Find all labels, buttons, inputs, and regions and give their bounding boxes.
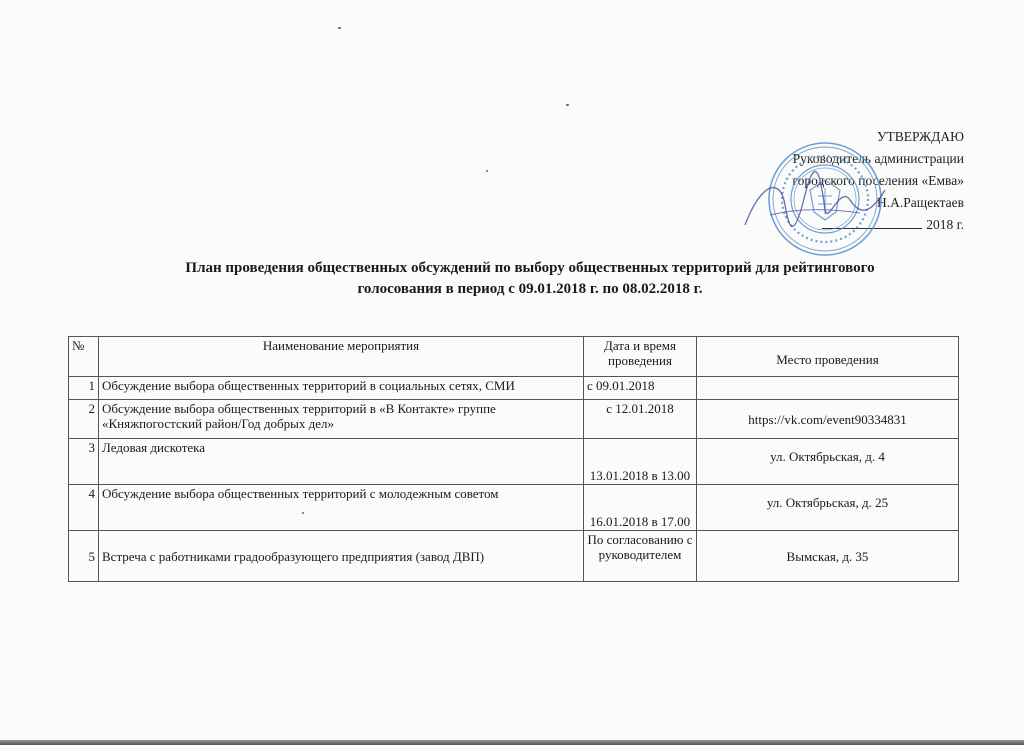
row-number: 1 xyxy=(69,377,99,400)
row-event-name: Обсуждение выбора общественных территорий в социальных сетях, СМИ xyxy=(99,377,584,400)
approval-organization: городского поселения «Емва» xyxy=(792,173,964,188)
events-table xyxy=(68,336,959,582)
scan-edge xyxy=(0,740,1024,745)
header-place: Место проведения xyxy=(697,337,959,377)
approval-date-suffix: 2018 г. xyxy=(926,217,964,232)
table-header-row xyxy=(69,337,959,377)
approval-position: Руководитель администрации xyxy=(792,151,964,166)
approval-date xyxy=(724,214,964,236)
scan-speck xyxy=(566,104,569,106)
header-event-name: Наименование мероприятия xyxy=(99,337,584,377)
table-row xyxy=(69,377,959,400)
approval-block xyxy=(724,126,964,236)
row-place: ул. Октябрьская, д. 25 xyxy=(697,485,959,531)
row-place: Вымская, д. 35 xyxy=(697,531,959,582)
approval-signatory: Н.А.Ращектаев xyxy=(877,195,964,210)
row-number: 5 xyxy=(69,531,99,582)
row-event-name: Обсуждение выбора общественных территорий в «В Контакте» группе «Княжпогостский район/Год добрых дел» xyxy=(99,400,584,439)
row-number: 4 xyxy=(69,485,99,531)
table-row xyxy=(69,439,959,485)
row-event-name: Обсуждение выбора общественных территорий с молодежным советом xyxy=(99,485,584,531)
table-row xyxy=(69,531,959,582)
row-date: 13.01.2018 в 13.00 xyxy=(584,439,697,485)
row-number: 3 xyxy=(69,439,99,485)
title-line-1: План проведения общественных обсуждений по выбору общественных территорий для рейтингового xyxy=(185,260,875,276)
header-date: Дата и время проведения xyxy=(584,337,697,377)
title-line-2: голосования в период с 09.01.2018 г. по 08.02.2018 г. xyxy=(357,281,703,297)
date-blank xyxy=(822,228,922,229)
approval-heading: УТВЕРЖДАЮ xyxy=(876,129,964,144)
row-date: 16.01.2018 в 17.00 xyxy=(584,485,697,531)
row-number: 2 xyxy=(69,400,99,439)
row-event-name: Ледовая дискотека xyxy=(99,439,584,485)
table-row xyxy=(69,400,959,439)
row-date: с 12.01.2018 xyxy=(584,400,697,439)
scan-speck xyxy=(486,170,488,172)
document-title xyxy=(90,258,970,300)
scan-speck xyxy=(338,27,341,29)
row-place: https://vk.com/event90334831 xyxy=(697,400,959,439)
row-place: ул. Октябрьская, д. 4 xyxy=(697,439,959,485)
row-event-name: Встреча с работниками градообразующего предприятия (завод ДВП) xyxy=(99,531,584,582)
row-place xyxy=(697,377,959,400)
row-date: По согласованию с руководителем xyxy=(584,531,697,582)
row-date: с 09.01.2018 xyxy=(584,377,697,400)
table-row xyxy=(69,485,959,531)
header-number: № xyxy=(69,337,99,377)
